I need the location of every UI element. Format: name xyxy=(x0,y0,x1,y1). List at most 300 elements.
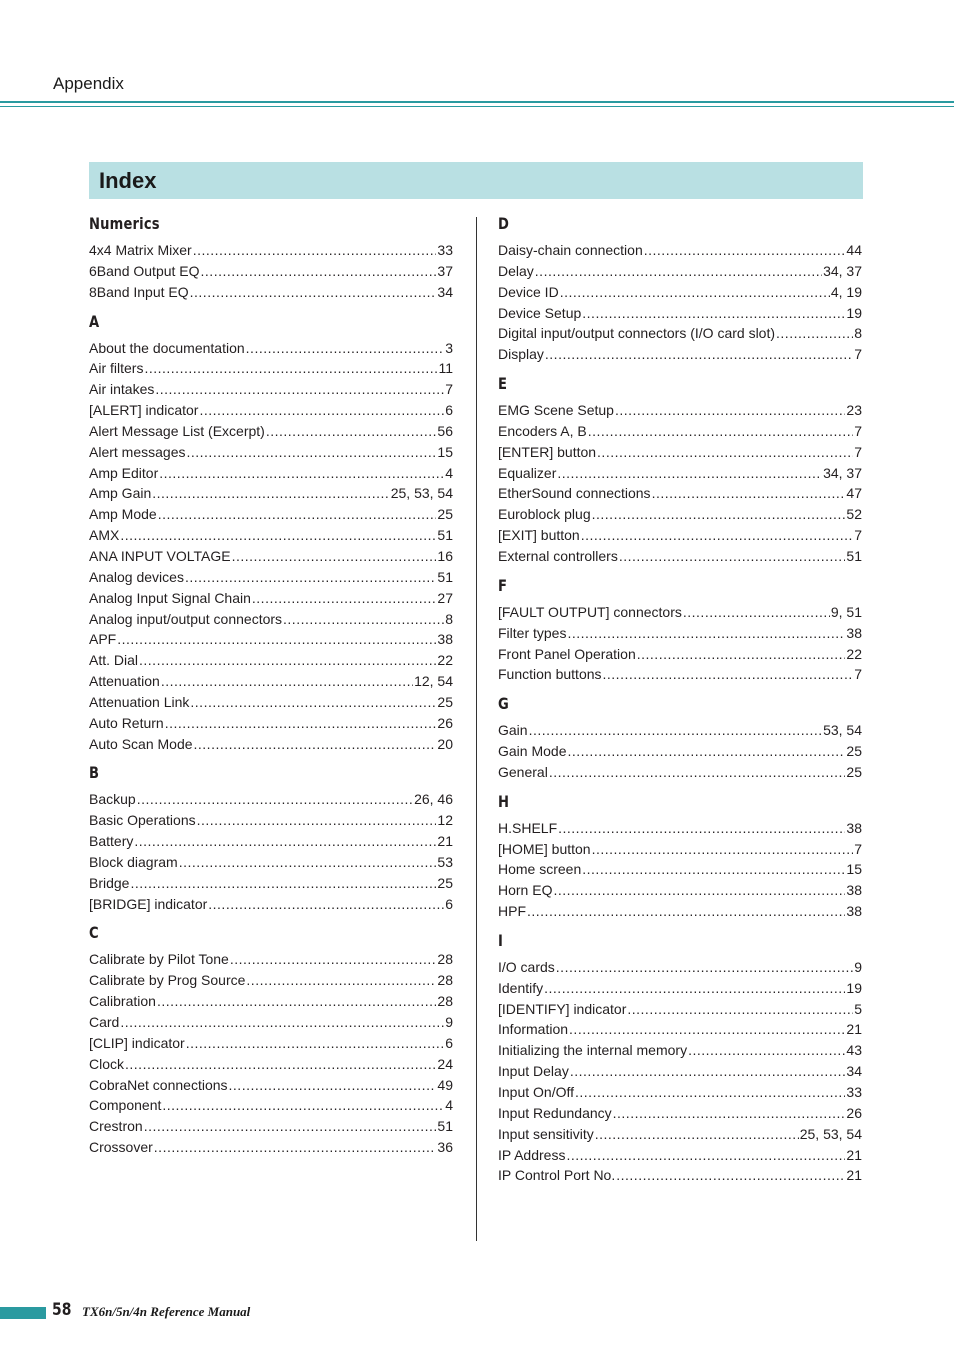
index-entry-term: Filter types xyxy=(498,624,567,641)
index-entry-term: Air filters xyxy=(89,360,144,377)
index-entry xyxy=(498,400,862,421)
dot-leader xyxy=(597,442,853,463)
index-entry xyxy=(498,525,862,546)
index-column-left xyxy=(89,212,453,1158)
index-entry xyxy=(498,901,862,922)
index-entry-term: [ENTER] button xyxy=(498,443,597,460)
index-entry-term: 8Band Input EQ xyxy=(89,283,189,300)
index-entry xyxy=(498,1145,862,1166)
dot-leader xyxy=(144,358,437,379)
index-entry-page: 25 xyxy=(437,693,453,710)
index-entry-term: Attenuation Link xyxy=(89,693,190,710)
index-entry xyxy=(89,831,453,852)
index-entry xyxy=(498,644,862,665)
index-entry-page: 15 xyxy=(437,443,453,460)
index-entry xyxy=(89,504,453,525)
index-entry-page: 51 xyxy=(437,568,453,585)
dot-leader xyxy=(197,810,437,831)
index-entry xyxy=(89,852,453,873)
index-entry xyxy=(89,338,453,359)
index-entry-page: 9 xyxy=(445,1014,453,1030)
manual-title: TX6n/5n/4n Reference Manual xyxy=(82,1304,251,1319)
dot-leader xyxy=(159,463,444,484)
index-entry-term: External controllers xyxy=(498,547,618,564)
index-entry-term: H.SHELF xyxy=(498,819,558,836)
index-entry-page: 33 xyxy=(437,242,453,258)
index-entry xyxy=(89,1137,453,1158)
index-entry-page: 4, 19 xyxy=(830,283,862,300)
index-entry-term: 6Band Output EQ xyxy=(89,262,200,279)
index-entry xyxy=(498,1165,862,1186)
index-entry-page: 36 xyxy=(437,1139,453,1156)
dot-leader xyxy=(529,720,822,741)
index-entry xyxy=(89,949,453,970)
index-entry xyxy=(498,1082,862,1103)
index-entry-page: 19 xyxy=(846,979,862,996)
index-entry xyxy=(89,1075,453,1096)
index-column-right xyxy=(498,212,862,1186)
index-entry xyxy=(89,789,453,810)
index-entry-term: Alert messages xyxy=(89,443,186,460)
dot-leader xyxy=(619,546,846,567)
dot-leader xyxy=(246,970,436,991)
index-entry xyxy=(89,873,453,894)
dot-leader xyxy=(615,400,845,421)
dot-leader xyxy=(229,1075,437,1096)
dot-leader xyxy=(567,741,845,762)
index-section-heading: I xyxy=(498,930,504,950)
index-entry-page: 34, 37 xyxy=(823,464,862,481)
index-entry xyxy=(89,970,453,991)
index-entry-page: 38 xyxy=(437,631,453,648)
index-entry-page: 53, 54 xyxy=(823,722,862,739)
index-entry-term: Battery xyxy=(89,833,134,850)
index-entry-term: About the documentation xyxy=(89,339,245,356)
index-entry xyxy=(89,525,453,546)
index-entry-term: Horn EQ xyxy=(498,882,553,899)
dot-leader xyxy=(266,421,437,442)
dot-leader xyxy=(193,240,437,261)
dot-leader xyxy=(570,1061,846,1082)
index-entry xyxy=(498,720,862,741)
index-entry-term: Amp Editor xyxy=(89,464,159,481)
index-entry-term: Air intakes xyxy=(89,381,155,398)
index-entry-page: 51 xyxy=(437,1118,453,1135)
index-entry-page: 7 xyxy=(854,443,862,460)
index-entry-term: EMG Scene Setup xyxy=(498,402,614,419)
index-entry-page: 24 xyxy=(437,1055,453,1072)
index-entry-page: 5 xyxy=(854,1000,862,1017)
index-entry xyxy=(498,504,862,525)
index-entry-term: Daisy-chain connection xyxy=(498,242,643,258)
index-entry-page: 21 xyxy=(846,1146,862,1163)
index-entry-page: 12, 54 xyxy=(414,673,453,690)
index-entry xyxy=(498,483,862,504)
index-section-heading: G xyxy=(498,694,509,714)
index-entry xyxy=(498,957,862,978)
dot-leader xyxy=(157,991,436,1012)
index-entry-page: 20 xyxy=(437,735,453,752)
index-entry xyxy=(498,546,862,567)
dot-leader xyxy=(776,323,853,344)
index-entry-term: Crossover xyxy=(89,1139,153,1156)
dot-leader xyxy=(575,1082,845,1103)
header-rule-thin xyxy=(0,106,954,107)
index-entry-term: AMX xyxy=(89,527,120,544)
header-rule xyxy=(0,101,954,103)
index-entry xyxy=(498,602,862,623)
dot-leader xyxy=(549,762,846,783)
index-entry xyxy=(498,303,862,324)
dot-leader xyxy=(165,713,437,734)
index-entry-page: 38 xyxy=(846,903,862,920)
index-entry-page: 27 xyxy=(437,589,453,606)
index-entry-page: 8 xyxy=(854,325,862,342)
dot-leader xyxy=(134,831,436,852)
dot-leader xyxy=(120,525,436,546)
index-entry xyxy=(89,894,453,915)
dot-leader xyxy=(652,483,846,504)
index-entry xyxy=(89,692,453,713)
dot-leader xyxy=(230,949,437,970)
dot-leader xyxy=(616,1165,845,1186)
index-entry xyxy=(498,880,862,901)
index-section-heading: D xyxy=(498,214,510,233)
dot-leader xyxy=(208,894,444,915)
index-entry-term: Amp Gain xyxy=(89,485,152,502)
index-entry-term: [HOME] button xyxy=(498,840,591,857)
index-entry xyxy=(89,1116,453,1137)
dot-leader xyxy=(595,1124,799,1145)
index-entry xyxy=(89,650,453,671)
dot-leader xyxy=(252,588,437,609)
index-entry xyxy=(89,734,453,755)
index-entry xyxy=(89,588,453,609)
index-entry xyxy=(89,358,453,379)
dot-leader xyxy=(535,261,822,282)
index-entry-page: 22 xyxy=(846,645,862,662)
dot-leader xyxy=(688,1040,845,1061)
index-entry-term: [CLIP] indicator xyxy=(89,1034,185,1051)
index-entry-term: Input sensitivity xyxy=(498,1125,594,1142)
index-section-heading: Numerics xyxy=(89,214,160,233)
index-entry-page: 38 xyxy=(846,882,862,899)
index-entry-page: 51 xyxy=(437,527,453,544)
dot-leader xyxy=(592,504,846,525)
dot-leader xyxy=(190,282,437,303)
index-entry-page: 6 xyxy=(445,402,453,419)
index-entry-term: Delay xyxy=(498,262,534,279)
index-entry xyxy=(498,282,862,303)
index-entry xyxy=(89,483,453,504)
index-entry xyxy=(498,323,862,344)
index-entry xyxy=(498,463,862,484)
index-entry-term: [EXIT] button xyxy=(498,527,580,544)
footer-tab xyxy=(0,1307,46,1319)
index-entry xyxy=(498,859,862,880)
dot-leader xyxy=(137,789,413,810)
index-entry xyxy=(498,818,862,839)
index-entry-term: Identify xyxy=(498,979,544,996)
index-section-heading: A xyxy=(89,311,100,331)
index-entry-term: Crestron xyxy=(89,1118,143,1135)
index-entry xyxy=(498,240,862,261)
index-entry xyxy=(89,282,453,303)
dot-leader xyxy=(582,303,845,324)
index-section-heading: E xyxy=(498,374,508,394)
index-entry xyxy=(89,1095,453,1116)
dot-leader xyxy=(556,957,853,978)
index-entry xyxy=(89,609,453,630)
index-entry-term: Encoders A, B xyxy=(498,422,587,439)
index-entry-page: 44 xyxy=(846,242,862,258)
dot-leader xyxy=(566,1145,845,1166)
index-entry-page: 15 xyxy=(846,861,862,878)
index-entry xyxy=(89,379,453,400)
dot-leader xyxy=(603,664,854,685)
index-entry-page: 34 xyxy=(437,283,453,300)
dot-leader xyxy=(560,282,830,303)
index-entry-page: 33 xyxy=(846,1084,862,1100)
index-entry xyxy=(498,344,862,365)
index-entry-term: Auto Return xyxy=(89,714,164,731)
dot-leader xyxy=(581,525,853,546)
index-entry-page: 4 xyxy=(445,1097,453,1114)
index-entry xyxy=(89,991,453,1012)
index-entry-page: 25, 53, 54 xyxy=(390,485,453,502)
index-entry-page: 25, 53, 54 xyxy=(799,1125,862,1142)
index-entry-term: I/O cards xyxy=(498,958,555,975)
index-entry xyxy=(498,442,862,463)
dot-leader xyxy=(158,504,437,525)
index-entry-term: Att. Dial xyxy=(89,652,139,669)
index-entry-term: Euroblock plug xyxy=(498,506,591,523)
index-entry-page: 52 xyxy=(846,506,862,523)
index-entry xyxy=(89,810,453,831)
index-entry xyxy=(89,421,453,442)
index-entry-page: 19 xyxy=(846,304,862,321)
index-entry-term: Block diagram xyxy=(89,853,178,870)
index-entry-term: Information xyxy=(498,1021,569,1038)
index-entry-page: 7 xyxy=(854,666,862,683)
index-entry-page: 9 xyxy=(854,958,862,975)
index-entry-term: ANA INPUT VOLTAGE xyxy=(89,547,231,564)
index-entry-page: 26 xyxy=(437,714,453,731)
index-entry-page: 38 xyxy=(846,819,862,836)
index-entry xyxy=(498,623,862,644)
index-entry-page: 47 xyxy=(846,485,862,502)
index-entry-page: 8 xyxy=(445,610,453,627)
dot-leader xyxy=(283,609,444,630)
index-entry xyxy=(498,999,862,1020)
index-entry xyxy=(89,1033,453,1054)
section-header: Appendix xyxy=(53,74,124,93)
index-entry xyxy=(89,671,453,692)
index-entry xyxy=(498,741,862,762)
dot-leader xyxy=(567,623,845,644)
index-entry-term: Bridge xyxy=(89,874,130,891)
index-entry-term: Card xyxy=(89,1014,120,1030)
index-entry-page: 38 xyxy=(846,624,862,641)
index-entry-page: 3 xyxy=(445,339,453,356)
index-entry-page: 25 xyxy=(846,763,862,780)
index-entry-page: 21 xyxy=(846,1021,862,1038)
index-entry-page: 9, 51 xyxy=(830,603,862,620)
index-entry-term: HPF xyxy=(498,903,526,920)
page-number: 58 xyxy=(52,1300,72,1320)
index-entry xyxy=(89,442,453,463)
index-entry-term: [IDENTIFY] indicator xyxy=(498,1000,627,1017)
index-entry-term: APF xyxy=(89,631,117,648)
index-entry-page: 7 xyxy=(854,346,862,363)
index-entry-page: 28 xyxy=(437,972,453,989)
index-entry-term: CobraNet connections xyxy=(89,1076,228,1093)
dot-leader xyxy=(130,873,436,894)
index-entry-term: Analog devices xyxy=(89,568,184,585)
index-entry-term: Input Delay xyxy=(498,1063,569,1080)
index-entry-term: [ALERT] indicator xyxy=(89,402,199,419)
index-entry-page: 21 xyxy=(437,833,453,850)
index-entry-page: 43 xyxy=(846,1042,862,1059)
index-entry-term: IP Control Port No. xyxy=(498,1167,616,1184)
index-entry-term: Function buttons xyxy=(498,666,602,683)
index-entry-page: 25 xyxy=(437,874,453,891)
index-entry-term: Backup xyxy=(89,791,136,808)
dot-leader xyxy=(154,1137,437,1158)
dot-leader xyxy=(553,880,845,901)
index-entry xyxy=(89,1012,453,1033)
dot-leader xyxy=(139,650,436,671)
page-title-bar xyxy=(89,162,863,199)
index-entry-term: Clock xyxy=(89,1055,125,1072)
index-entry-page: 6 xyxy=(445,1034,453,1051)
page-title: Index xyxy=(99,168,157,193)
dot-leader xyxy=(125,1054,436,1075)
index-entry-term: Device Setup xyxy=(498,304,582,321)
dot-leader xyxy=(201,261,437,282)
index-entry-term: Gain Mode xyxy=(498,743,567,760)
dot-leader xyxy=(199,400,444,421)
index-entry-term: Digital input/output connectors (I/O card slot) xyxy=(498,325,776,342)
index-section-heading: F xyxy=(498,575,508,595)
index-entry xyxy=(498,1124,862,1145)
index-entry-page: 7 xyxy=(854,422,862,439)
index-entry-term: Calibration xyxy=(89,993,156,1010)
index-entry-term: Analog input/output connectors xyxy=(89,610,283,627)
dot-leader xyxy=(179,852,437,873)
index-entry-term: IP Address xyxy=(498,1146,566,1163)
index-entry xyxy=(89,546,453,567)
index-entry-page: 7 xyxy=(854,840,862,857)
dot-leader xyxy=(194,734,437,755)
index-entry-term: Amp Mode xyxy=(89,506,157,523)
dot-leader xyxy=(162,1095,444,1116)
index-entry-term: EtherSound connections xyxy=(498,485,651,502)
dot-leader xyxy=(144,1116,437,1137)
index-entry-page: 23 xyxy=(846,402,862,419)
dot-leader xyxy=(683,602,830,623)
dot-leader xyxy=(637,644,846,665)
dot-leader xyxy=(117,629,436,650)
index-entry-term: General xyxy=(498,763,548,780)
index-entry xyxy=(498,261,862,282)
index-entry-term: Alert Message List (Excerpt) xyxy=(89,422,265,439)
index-entry-term: Analog Input Signal Chain xyxy=(89,589,251,606)
dot-leader xyxy=(544,978,845,999)
index-entry xyxy=(89,463,453,484)
index-entry-term: Input On/Off xyxy=(498,1084,575,1100)
index-entry-term: Equalizer xyxy=(498,464,557,481)
index-entry-page: 26 xyxy=(846,1104,862,1121)
index-entry-page: 25 xyxy=(437,506,453,523)
index-entry-term: Device ID xyxy=(498,283,559,300)
index-entry xyxy=(89,713,453,734)
index-entry-term: Auto Scan Mode xyxy=(89,735,193,752)
index-entry-page: 56 xyxy=(437,422,453,439)
index-entry-page: 51 xyxy=(846,547,862,564)
index-entry-term: Calibrate by Pilot Tone xyxy=(89,951,229,968)
index-entry-page: 6 xyxy=(445,895,453,912)
index-section-heading: C xyxy=(89,923,99,943)
index-entry-page: 25 xyxy=(846,743,862,760)
index-entry-page: 28 xyxy=(437,951,453,968)
dot-leader xyxy=(152,483,389,504)
index-entry xyxy=(498,1061,862,1082)
index-entry-term: Front Panel Operation xyxy=(498,645,636,662)
index-entry-term: Home screen xyxy=(498,861,582,878)
dot-leader xyxy=(246,338,445,359)
index-entry-term: Gain xyxy=(498,722,528,739)
index-entry xyxy=(89,567,453,588)
index-entry-page: 7 xyxy=(445,381,453,398)
index-entry xyxy=(89,629,453,650)
dot-leader xyxy=(527,901,845,922)
dot-leader xyxy=(186,442,436,463)
index-entry-page: 37 xyxy=(437,262,453,279)
index-section-heading: B xyxy=(89,763,100,783)
dot-leader xyxy=(558,818,845,839)
index-entry-page: 12 xyxy=(437,812,453,829)
dot-leader xyxy=(627,999,853,1020)
index-entry-page: 22 xyxy=(437,652,453,669)
column-divider xyxy=(476,217,477,1241)
index-entry xyxy=(498,978,862,999)
index-entry-term: Component xyxy=(89,1097,162,1114)
index-entry-term: Calibrate by Prog Source xyxy=(89,972,246,989)
index-entry-page: 11 xyxy=(438,360,453,377)
dot-leader xyxy=(232,546,437,567)
index-entry xyxy=(498,1040,862,1061)
index-entry xyxy=(498,839,862,860)
dot-leader xyxy=(185,567,436,588)
index-entry xyxy=(498,664,862,685)
index-entry-page: 49 xyxy=(437,1076,453,1093)
dot-leader xyxy=(582,859,845,880)
index-entry-page: 28 xyxy=(437,993,453,1010)
dot-leader xyxy=(161,671,413,692)
index-entry xyxy=(498,1019,862,1040)
index-entry xyxy=(498,1103,862,1124)
index-section-heading: H xyxy=(498,791,510,811)
index-entry-page: 34 xyxy=(846,1063,862,1080)
dot-leader xyxy=(557,463,822,484)
index-entry-term: Initializing the internal memory xyxy=(498,1042,688,1059)
index-entry xyxy=(89,240,453,261)
dot-leader xyxy=(588,421,853,442)
dot-leader xyxy=(644,240,846,261)
index-entry-page: 34, 37 xyxy=(823,262,862,279)
index-entry-page: 4 xyxy=(445,464,453,481)
